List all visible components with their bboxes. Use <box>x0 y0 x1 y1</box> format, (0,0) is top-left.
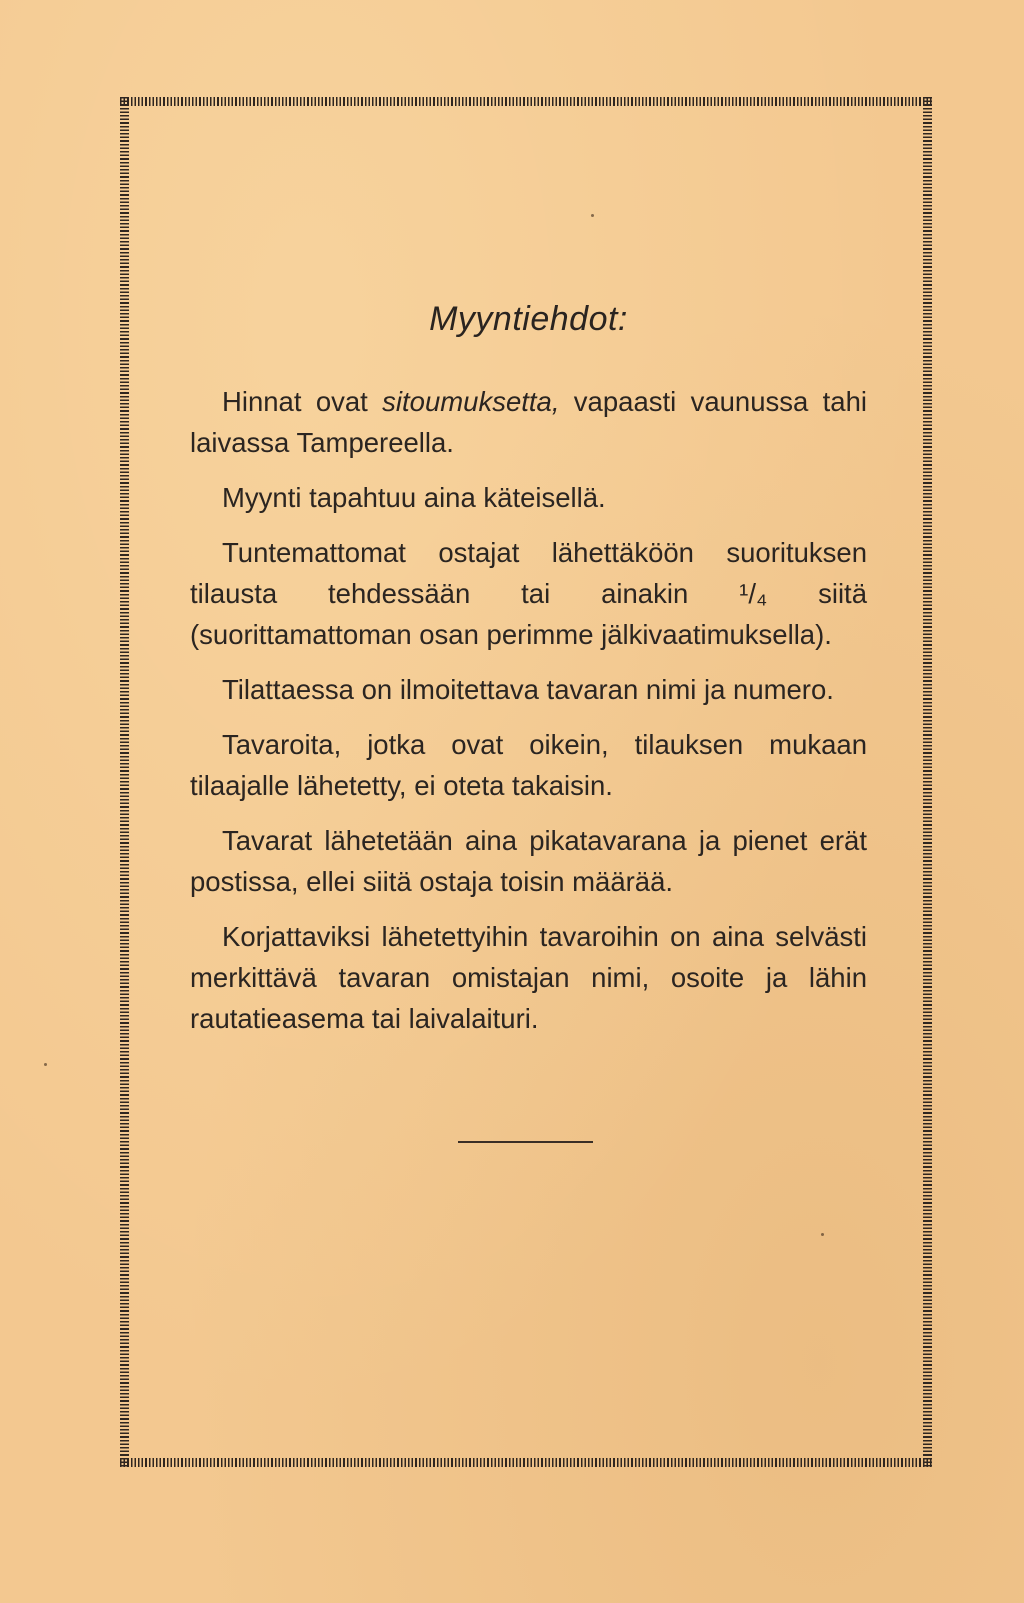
paragraph-text: Tuntemattomat ostajat lähettäköön suorituksen tilausta tehdessään tai ainakin ¹/₄ siitä (suorittamattoman osan perimme jälkivaatimuksella). <box>190 537 867 650</box>
paragraph-ordering <box>190 669 867 710</box>
paragraph-unknown-buyers <box>190 532 867 655</box>
paragraph-repairs <box>190 916 867 1039</box>
paragraph-text: Hinnat ovat <box>222 386 383 417</box>
paper-speck <box>44 1063 47 1066</box>
paragraph-returns <box>190 724 867 806</box>
divider-rule <box>458 1141 593 1143</box>
paragraph-text: Tilattaessa on ilmoitettava tavaran nimi ja numero. <box>222 674 834 705</box>
paragraph-text: Korjattaviksi lähetettyihin tavaroihin on aina selvästi merkittävä tavaran omistajan nimi, osoite ja lähin rautatieasema tai laivalaituri. <box>190 921 867 1034</box>
decorative-border-bottom <box>120 1458 932 1467</box>
paper-speck <box>591 214 594 217</box>
paragraph-cash-sale <box>190 477 867 518</box>
terms-section <box>190 300 867 1053</box>
page-title: Myyntiehdot: <box>429 300 628 338</box>
paragraph-shipping <box>190 820 867 902</box>
paper-speck <box>821 1233 824 1236</box>
emphasized-text: sitoumuksetta, <box>382 386 560 417</box>
decorative-border-top <box>120 97 932 106</box>
decorative-border-right <box>923 97 932 1467</box>
paragraph-text: Tavaroita, jotka ovat oikein, tilauksen mukaan tilaajalle lähetetty, ei oteta takaisin. <box>190 729 867 801</box>
paragraph-text: Myynti tapahtuu aina käteisellä. <box>222 482 606 513</box>
paragraph-text: Tavarat lähetetään aina pikatavarana ja pienet erät postissa, ellei siitä ostaja toisin määrää. <box>190 825 867 897</box>
paragraph-prices <box>190 381 867 463</box>
paragraph-text: vapaasti vaunussa tahi laivassa Tampereella. <box>190 386 867 458</box>
decorative-border-left <box>120 97 129 1467</box>
